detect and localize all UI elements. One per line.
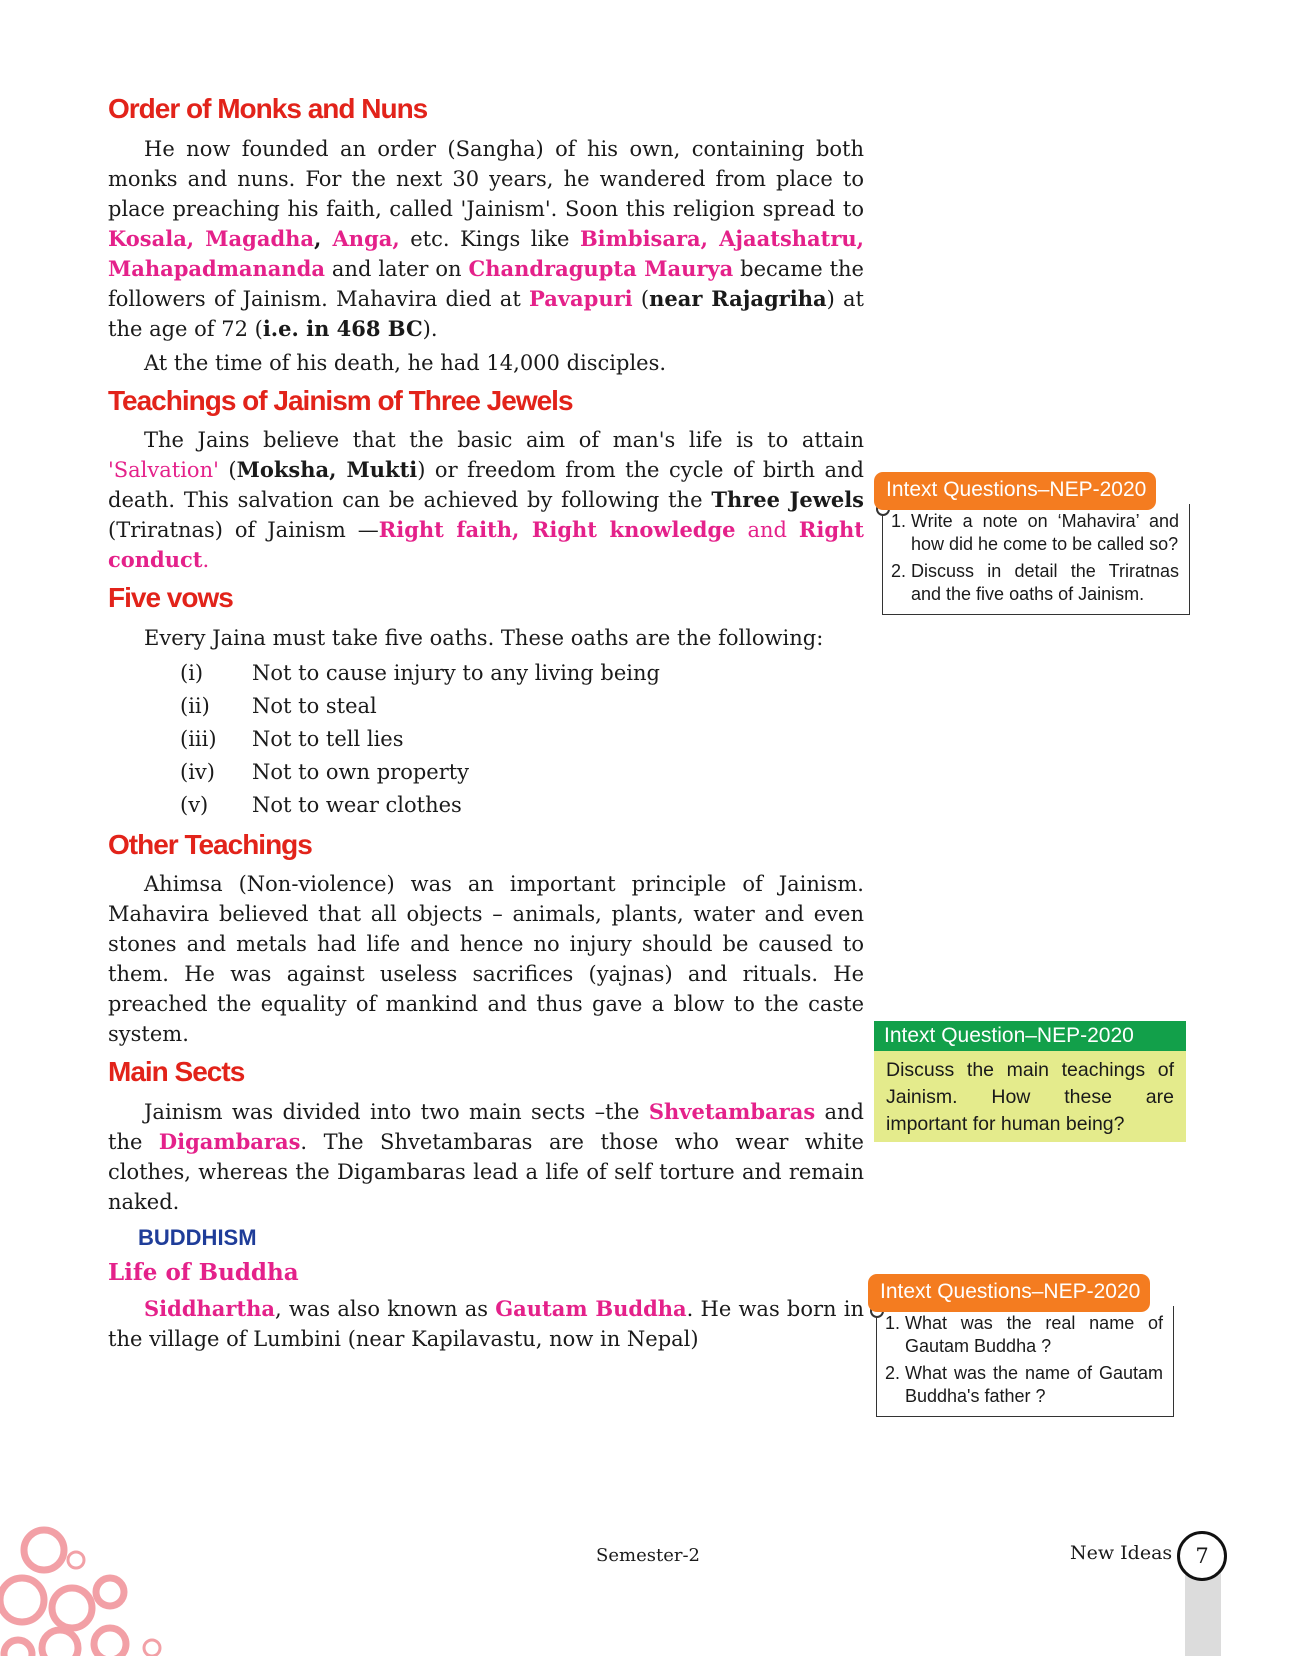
text-run: and the [108, 1099, 864, 1154]
intext-question-title: Intext Question–NEP-2020 [874, 1021, 1186, 1051]
text-run: Moksha, Mukti [236, 457, 418, 483]
text-run: ) at the age of 72 ( [108, 286, 864, 341]
text-run: Chandragupta Maurya [468, 255, 734, 281]
vow-number: (i) [180, 660, 204, 685]
heading-life-of-buddha: Life of Buddha [108, 1259, 299, 1287]
heading-five-vows: Five vows [108, 582, 233, 614]
intext-questions-list [882, 504, 1190, 615]
question-text: Write a note on ‘Mahavira’ and how did he come to be called so? [911, 511, 1179, 554]
text-run: Right faith, Right knowledge [378, 517, 736, 543]
text-run: and [735, 518, 799, 543]
intext-questions-list [876, 1306, 1174, 1417]
question-text: Discuss in detail the Triratnas and the five oaths of Jainism. [911, 561, 1179, 604]
text-run: 'Salvation' [108, 458, 219, 483]
text-run: ) or freedom from the cycle of birth and death. This salvation can be achieved by following the [108, 458, 864, 513]
text-run: ( [218, 458, 237, 483]
text-run: near Rajagriha [649, 285, 827, 311]
heading-main-sects: Main Sects [108, 1056, 245, 1088]
vow-number: (iii) [180, 726, 217, 751]
heading-buddhism: BUDDHISM [138, 1224, 257, 1250]
text-run: Jainism was divided into two main sects –the [144, 1099, 649, 1124]
question-number: 1. [885, 1313, 901, 1333]
vow-text: Not to steal [252, 693, 377, 718]
text-run: Right conduct [108, 517, 864, 573]
vow-item [180, 789, 864, 822]
question-item [891, 560, 1179, 606]
section-other-teachings [108, 828, 864, 1050]
vow-item [180, 723, 864, 756]
teachings-paragraph [108, 425, 864, 575]
section-main-sects [108, 1055, 864, 1217]
text-run: Anga, [332, 225, 400, 251]
text-run: Siddhartha [144, 1296, 276, 1322]
text-run: . He was born in the village of Lumbini (near Kapilavastu, now in Nepal) [108, 1297, 864, 1352]
section-buddhism [108, 1225, 864, 1354]
text-run: ). [422, 316, 438, 341]
text-run: Three Jewels [711, 487, 864, 513]
text-run: ( [632, 286, 650, 311]
question-number: 1. [891, 511, 907, 531]
text-run: Gautam Buddha [495, 1296, 687, 1322]
text-run: Pavapuri [529, 285, 633, 311]
vow-item [180, 690, 864, 723]
vows-list [180, 657, 864, 822]
heading-order-of-monks: Order of Monks and Nuns [108, 93, 428, 124]
question-item [891, 510, 1179, 556]
question-number: 2. [891, 561, 907, 581]
text-run: Digambaras [158, 1128, 301, 1154]
vow-item [180, 756, 864, 789]
vow-number: (ii) [180, 693, 210, 718]
intext-question-text: Discuss the main teachings of Jainism. How these are important for human being? [874, 1051, 1186, 1142]
heading-other-teachings: Other Teachings [108, 828, 312, 860]
section-teachings [108, 384, 864, 576]
section-order-of-monks [108, 92, 864, 378]
text-run: The Jains believe that the basic aim of man's life is to attain [144, 428, 864, 453]
vow-text: Not to tell lies [252, 726, 404, 751]
text-run: . The Shvetambaras are those who wear white clothes, whereas the Digambaras lead a life of self torture and remain naked. [108, 1129, 864, 1214]
text-run: , [314, 225, 333, 251]
text-run: . [202, 548, 210, 573]
intext-questions-title: Intext Questions–NEP-2020 [868, 1274, 1150, 1312]
intext-questions-title: Intext Questions–NEP-2020 [874, 472, 1156, 510]
question-text: What was the real name of Gautam Buddha ? [905, 1313, 1163, 1356]
vow-text: Not to cause injury to any living being [252, 660, 660, 685]
section-five-vows [108, 581, 864, 822]
text-run: Kosala, Magadha [108, 225, 315, 251]
main-column [108, 92, 864, 1360]
text-run: Bimbisara, Ajaatshatru, Mahapadmananda [108, 225, 864, 281]
text-run: became the followers of Jainism. Mahavira died at [108, 256, 864, 311]
intext-questions-box-3 [868, 1274, 1174, 1417]
text-run: and later on [324, 256, 469, 281]
question-item [885, 1312, 1163, 1358]
text-run: etc. Kings like [399, 226, 580, 251]
question-number: 2. [885, 1363, 901, 1383]
vow-number: (iv) [180, 759, 215, 784]
order-paragraph-1 [108, 134, 864, 344]
text-run: Shvetambaras [648, 1098, 816, 1124]
vow-text: Not to wear clothes [252, 792, 462, 817]
vows-intro: Every Jaina must take five oaths. These oaths are the following: [144, 625, 824, 650]
question-item [885, 1362, 1163, 1408]
intext-questions-box-1 [874, 472, 1190, 615]
main-sects-paragraph [108, 1097, 864, 1217]
vow-number: (v) [180, 792, 209, 817]
buddha-paragraph [108, 1294, 864, 1354]
vow-item [180, 657, 864, 690]
intext-question-box-2 [874, 1021, 1186, 1142]
text-run: , was also known as [275, 1297, 496, 1322]
text-run: He now founded an order (Sangha) of his own, containing both monks and nuns. For the next 30 years, he wandered from place to place preaching his faith, called 'Jainism'. Soon this religion spread to [108, 136, 864, 221]
heading-teachings: Teachings of Jainism of Three Jewels [108, 384, 573, 416]
question-text: What was the name of Gautam Buddha's father ? [905, 1363, 1163, 1406]
footer-semester: Semester-2 [596, 1545, 700, 1566]
page-number: 7 [1177, 1531, 1227, 1581]
text-run: (Triratnas) of Jainism — [108, 518, 379, 543]
order-paragraph-2: At the time of his death, he had 14,000 disciples. [144, 350, 667, 375]
other-teachings-paragraph: Ahimsa (Non-violence) was an important principle of Jainism. Mahavira believed that all objects – animals, plants, water and even stones and metals had life and hence no injury should be caused to them. He was against useless sacrifices (yajnas) and rituals. He preached the equality of mankind and thus gave a blow to the caste system. [108, 872, 864, 1047]
decorative-circles-icon [0, 1520, 180, 1656]
text-run: i.e. in 468 BC [262, 315, 423, 341]
footer-brand: New Ideas [1070, 1542, 1173, 1564]
vow-text: Not to own property [252, 759, 470, 784]
